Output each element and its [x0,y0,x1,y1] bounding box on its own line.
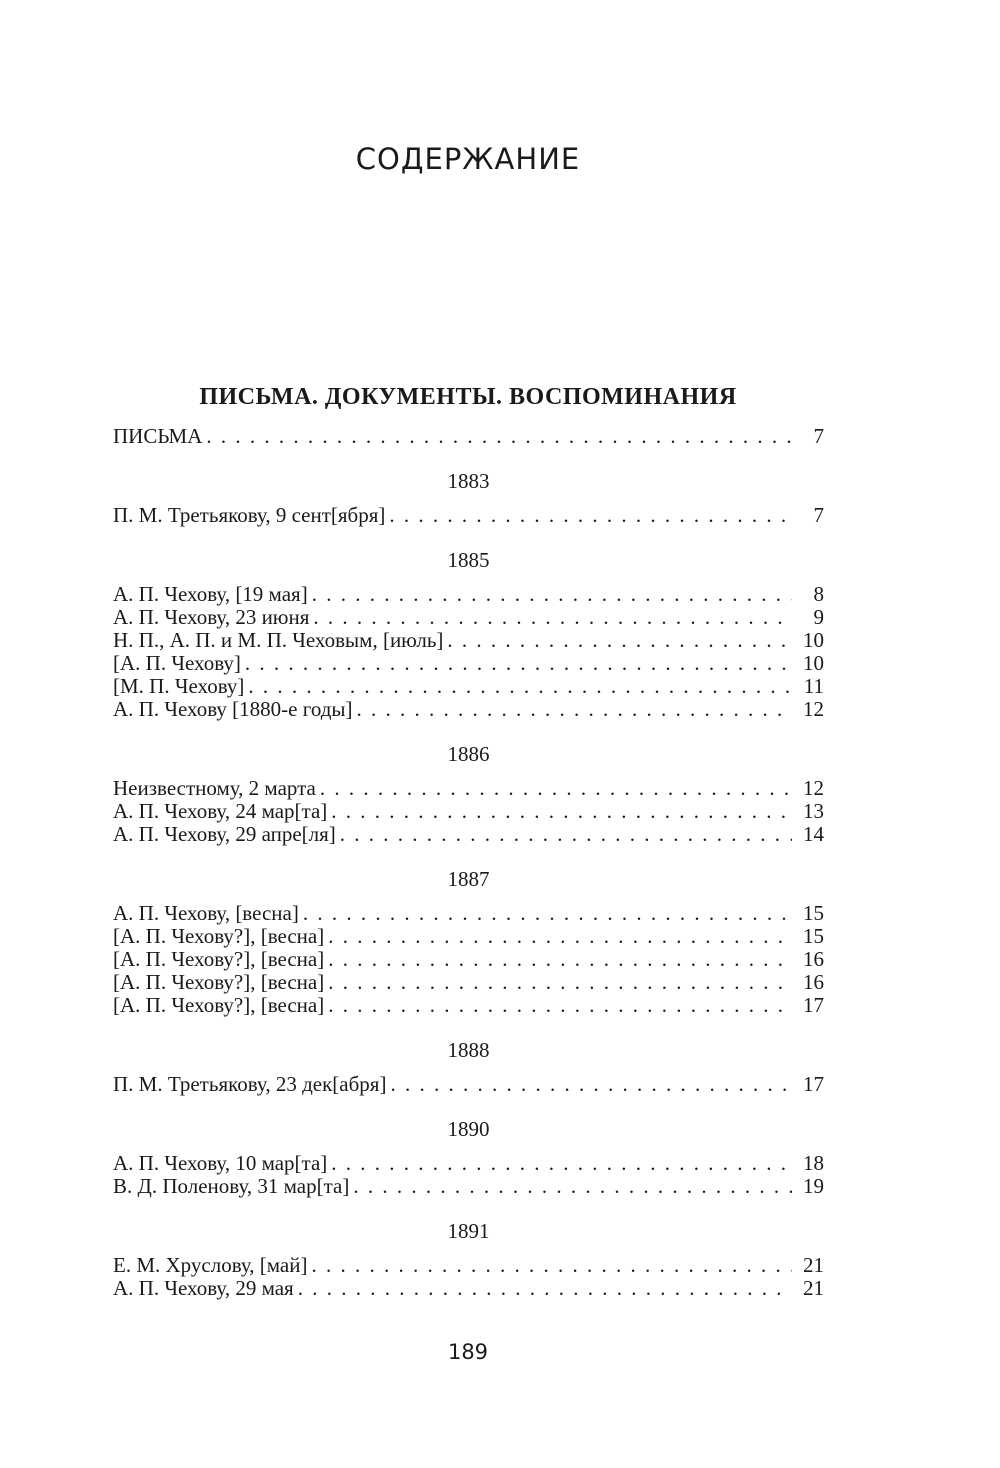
toc-entry [113,1175,824,1198]
table-of-contents [113,425,824,1300]
spacer [113,1017,824,1039]
toc-entry-label: А. П. Чехову, [весна] [113,901,299,925]
toc-entry-letters [113,425,824,448]
toc-entry-page: 18 [803,1151,824,1175]
toc-entry-page: 17 [803,1072,824,1096]
dot-leader [299,902,792,925]
spacer [113,721,824,743]
toc-entry-label: [А. П. Чехову?], [весна] [113,970,325,994]
dot-leader [324,948,792,971]
dot-leader [308,583,792,606]
toc-entry-label: П. М. Третьякову, 23 дек[абря] [113,1072,387,1096]
dot-leader [327,800,792,823]
toc-entry-label: [А. П. Чехову] [113,651,241,675]
toc-entry [113,994,824,1017]
toc-entry-page: 11 [803,674,824,698]
toc-entry-page: 9 [813,605,824,629]
dot-leader [349,1175,792,1198]
toc-entry [113,1073,824,1096]
toc-entry-page: 8 [813,582,824,606]
page-number: 189 [447,1340,489,1364]
toc-entry [113,1277,824,1300]
page-title: СОДЕРЖАНИЕ [355,142,581,176]
dot-leader [353,698,792,721]
dot-leader [324,971,792,994]
dot-leader [241,652,792,675]
toc-year-heading: 1886 [447,742,490,766]
toc-entry-page: 19 [803,1174,824,1198]
toc-entry [113,800,824,823]
dot-leader [309,606,792,629]
toc-entry-label: [М. П. Чехову] [113,674,245,698]
toc-entry-page: 21 [803,1276,824,1300]
toc-entry [113,583,824,606]
dot-leader [244,675,792,698]
toc-entry-page: 21 [803,1253,824,1277]
toc-entry-label: П. М. Третьякову, 9 сент[ября] [113,503,386,527]
toc-entry-page: 15 [803,924,824,948]
toc-entry-page: 17 [803,993,824,1017]
spacer [113,1096,824,1118]
toc-entry-page: 15 [803,901,824,925]
toc-entry [113,777,824,800]
toc-year-groups [113,448,824,1300]
toc-entry [113,902,824,925]
toc-year-heading: 1891 [447,1219,490,1243]
toc-entry-label: Н. П., А. П. и М. П. Чеховым, [июль] [113,628,444,652]
toc-entry-label: ПИСЬМА [113,424,203,448]
spacer [113,448,824,470]
toc-entry-label: Е. М. Хруслову, [май] [113,1253,308,1277]
toc-entry-label: А. П. Чехову, [19 мая] [113,582,308,606]
toc-entry-label: А. П. Чехову, 29 апре[ля] [113,822,336,846]
toc-entry-label: В. Д. Поленову, 31 мар[та] [113,1174,350,1198]
spacer [113,527,824,549]
dot-leader [336,823,792,846]
toc-entry-page: 16 [803,970,824,994]
toc-entry [113,629,824,652]
toc-entry-page: 13 [803,799,824,823]
toc-year-heading: 1887 [447,867,490,891]
section-heading: ПИСЬМА. ДОКУМЕНТЫ. ВОСПОМИНАНИЯ [199,384,737,410]
dot-leader [386,1073,792,1096]
spacer [113,1198,824,1220]
toc-entry-label: А. П. Чехову, 24 мар[та] [113,799,328,823]
toc-entry [113,504,824,527]
toc-entry [113,698,824,721]
dot-leader [202,425,792,448]
toc-entry-label: А. П. Чехову, 10 мар[та] [113,1151,328,1175]
toc-entry-label: А. П. Чехову [1880-е годы] [113,697,353,721]
dot-leader [324,994,792,1017]
spacer [113,846,824,868]
dot-leader [385,504,792,527]
toc-entry-label: [А. П. Чехову?], [весна] [113,993,325,1017]
dot-leader [327,1152,792,1175]
toc-entry-page: 7 [813,424,824,448]
toc-entry [113,652,824,675]
toc-entry-label: Неизвестному, 2 марта [113,776,316,800]
toc-entry [113,925,824,948]
toc-entry-page: 16 [803,947,824,971]
toc-entry [113,948,824,971]
toc-year-heading: 1890 [447,1117,490,1141]
toc-year-heading: 1888 [447,1038,490,1062]
toc-entry-page: 10 [803,651,824,675]
toc-year-heading: 1885 [447,548,490,572]
dot-leader [316,777,792,800]
dot-leader [324,925,792,948]
toc-entry [113,1254,824,1277]
toc-entry-page: 12 [803,776,824,800]
toc-entry-page: 7 [813,503,824,527]
toc-entry [113,606,824,629]
toc-entry-label: [А. П. Чехову?], [весна] [113,924,325,948]
toc-entry-page: 10 [803,628,824,652]
toc-year-heading: 1883 [447,469,490,493]
toc-entry-label: А. П. Чехову, 23 июня [113,605,310,629]
toc-entry [113,1152,824,1175]
dot-leader [443,629,792,652]
toc-entry-label: [А. П. Чехову?], [весна] [113,947,325,971]
toc-entry [113,675,824,698]
toc-entry-page: 12 [803,697,824,721]
toc-entry [113,823,824,846]
toc-entry-label: А. П. Чехову, 29 мая [113,1276,294,1300]
toc-entry-page: 14 [803,822,824,846]
dot-leader [294,1277,792,1300]
toc-entry [113,971,824,994]
dot-leader [307,1254,792,1277]
